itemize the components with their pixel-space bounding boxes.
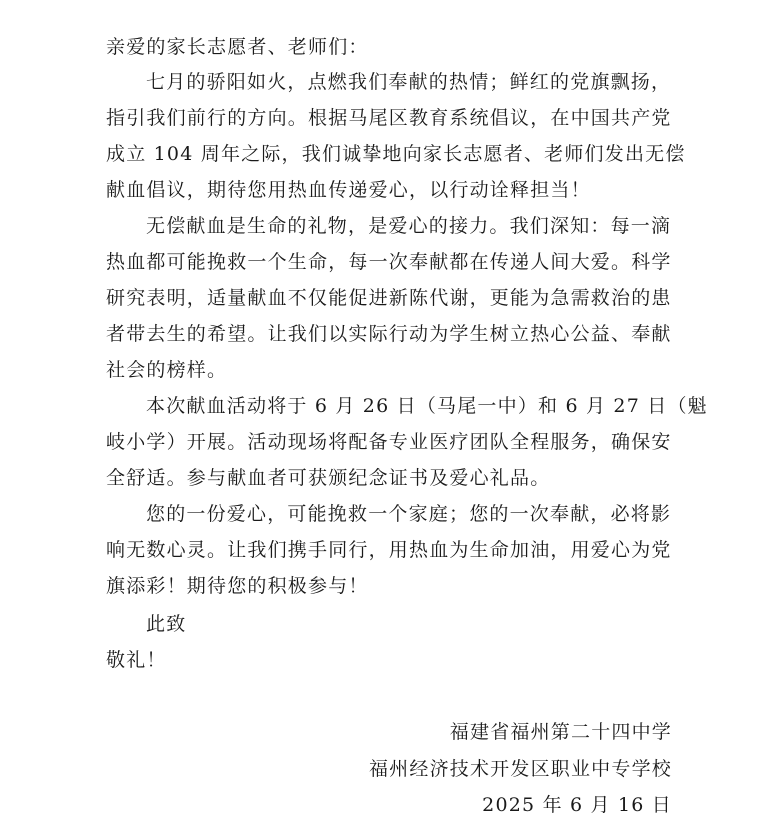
paragraph-2-line-4: 者带去生的希望。让我们以实际行动为学生树立热心公益、奉献 (106, 323, 672, 345)
paragraph-4-line-1: 您的一份爱心，可能挽救一个家庭；您的一次奉献，必将影 (146, 503, 672, 525)
paragraph-1-line-1: 七月的骄阳如火，点燃我们奉献的热情；鲜红的党旗飘扬， (146, 71, 672, 93)
paragraph-1-line-4: 献血倡议，期待您用热血传递爱心，以行动诠释担当！ (106, 179, 591, 201)
paragraph-4-line-2: 响无数心灵。让我们携手同行，用热血为生命加油，用爱心为党 (106, 539, 672, 561)
paragraph-1-line-2: 指引我们前行的方向。根据马尾区教育系统倡议，在中国共产党 (106, 107, 672, 129)
closing-ci-zhi: 此致 (146, 613, 187, 635)
paragraph-2-line-2: 热血都可能挽救一个生命，每一次奉献都在传递人间大爱。科学 (106, 251, 672, 273)
paragraph-3-line-3: 全舒适。参与献血者可获颁纪念证书及爱心礼品。 (106, 467, 551, 489)
salutation: 亲爱的家长志愿者、老师们： (106, 36, 369, 58)
paragraph-2-line-3: 研究表明，适量献血不仅能促进新陈代谢，更能为急需救治的患 (106, 287, 672, 309)
paragraph-3-line-2: 岐小学）开展。活动现场将配备专业医疗团队全程服务，确保安 (106, 431, 672, 453)
signature-org-2: 福州经济技术开发区职业中专学校 (368, 758, 672, 780)
signature-date: 2025 年 6 月 16 日 (482, 794, 672, 816)
signature-org-1: 福建省福州第二十四中学 (449, 721, 672, 743)
closing-jing-li: 敬礼！ (106, 649, 167, 671)
paragraph-4-line-3: 旗添彩！期待您的积极参与！ (106, 575, 369, 597)
paragraph-1-line-3: 成立 104 周年之际，我们诚挚地向家长志愿者、老师们发出无偿 (106, 143, 686, 165)
paragraph-2-line-5: 社会的榜样。 (106, 359, 228, 381)
paragraph-2-line-1: 无偿献血是生命的礼物，是爱心的接力。我们深知：每一滴 (146, 215, 672, 237)
paragraph-3-line-1: 本次献血活动将于 6 月 26 日（马尾一中）和 6 月 27 日（魁 (146, 395, 708, 417)
